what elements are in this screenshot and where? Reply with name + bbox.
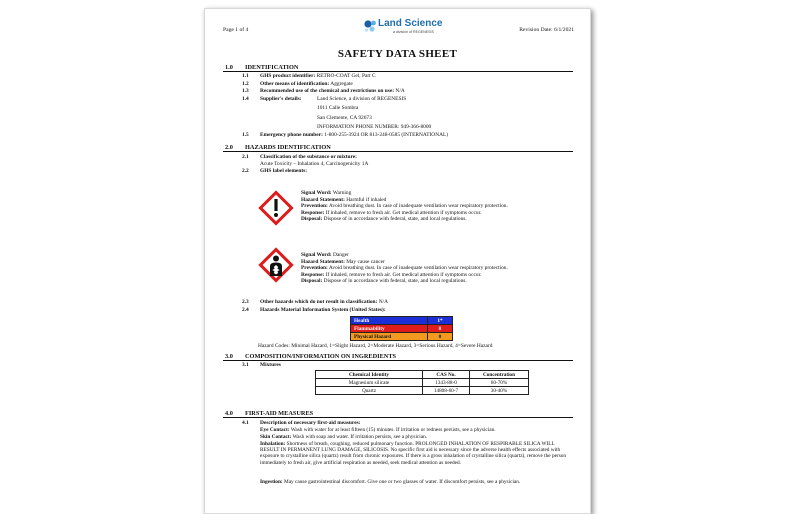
ingestion <box>260 479 572 485</box>
table-cell: 1343-88-0 <box>423 379 470 387</box>
section-1-rule <box>223 71 573 72</box>
table-cell: 14808-60-7 <box>423 387 470 395</box>
label1-signal <box>301 190 351 196</box>
field-label: Prevention: <box>301 203 328 209</box>
item-num: 1.4 <box>242 95 249 102</box>
item-label: Other means of identification: <box>260 80 330 87</box>
label1-disposal <box>301 216 467 222</box>
supplier-line: Land Science, a division of REGENESIS <box>317 95 407 102</box>
section-1-title: IDENTIFICATION <box>245 64 299 71</box>
item-num: 1.3 <box>242 88 249 94</box>
label2-hazard <box>301 259 385 265</box>
page-number: Page 1 of 4 <box>223 27 249 33</box>
label1-response <box>301 210 481 216</box>
table-cell: Quartz <box>316 387 423 395</box>
field-value: Danger <box>332 252 349 258</box>
ingredients-table <box>315 370 529 395</box>
supplier-line: 1011 Calle Sombra <box>317 105 359 111</box>
hmis-row <box>351 325 453 333</box>
item-num: 1.2 <box>242 80 249 87</box>
field-value: If inhaled, remove to fresh air. Get medical attention if symptoms occur. <box>325 209 482 216</box>
hmis-table <box>350 316 453 341</box>
logo-dots-icon <box>363 19 377 33</box>
item-value: 1-800-255-3924 OR 813-248-0585 (INTERNATIONAL) <box>324 132 449 138</box>
other-means-row <box>260 81 353 87</box>
classification-value: Acute Toxicity – Inhalation 4, Carcinogenicity 1A <box>260 161 369 167</box>
section-2-number: 2.0 <box>225 144 233 151</box>
column-header: Concentration <box>470 371 529 379</box>
section-3-number: 3.0 <box>225 353 233 360</box>
hmis-row <box>351 333 453 341</box>
field-label: Disposal: <box>301 216 323 222</box>
item-label: Classification of the substance or mixture: <box>260 154 357 160</box>
field-label: Hazard Statement: <box>301 258 345 265</box>
emergency-phone-row <box>260 132 448 138</box>
section-4-title: FIRST-AID MEASURES <box>245 410 314 417</box>
exclamation-mark-pictogram-icon <box>257 189 295 227</box>
sds-page <box>204 8 591 514</box>
section-3-rule <box>223 360 573 361</box>
section-3-title: COMPOSITION/INFORMATION ON INGREDIENTS <box>245 353 397 360</box>
label1-prevention <box>301 203 508 209</box>
eye-contact <box>260 427 570 433</box>
hmis-value: 1* <box>428 317 453 325</box>
item-label: Hazards Material Information System (United States): <box>260 307 386 313</box>
field-value: Warning <box>332 190 352 196</box>
logo-name: Land Science <box>378 18 443 29</box>
product-identifier-row <box>260 73 376 79</box>
skin-contact <box>260 434 570 440</box>
hmis-row <box>351 317 453 325</box>
item-value: N/A <box>378 299 389 305</box>
field-label: Signal Word: <box>301 190 332 196</box>
item-label: Emergency phone number: <box>260 132 323 138</box>
field-label: Signal Word: <box>301 252 332 258</box>
item-value: Aggregate <box>330 80 353 87</box>
label2-signal <box>301 252 349 258</box>
recommended-use-row <box>260 88 405 94</box>
supplier-line: San Clemente, CA 92673 <box>317 114 372 121</box>
section-1-number: 1.0 <box>225 64 233 71</box>
field-value: Wash with water for at least fifteen (15) minutes. If irritation or redness persists, see a physician. <box>290 427 496 433</box>
table-header-row <box>316 371 529 379</box>
field-label: Response: <box>301 209 325 216</box>
table-cell: 30-40% <box>470 387 529 395</box>
other-hazards-row <box>260 299 388 305</box>
table-row <box>316 387 529 395</box>
document-title: SAFETY DATA SHEET <box>337 48 458 60</box>
item-label: GHS label elements: <box>260 168 308 174</box>
field-label: Skin Contact: <box>260 434 292 440</box>
field-value: Wash with soap and water. If irritation persists, see a physician. <box>292 434 428 440</box>
field-value: Harmful if inhaled <box>346 196 387 203</box>
column-header: Chemical Identity <box>316 371 423 379</box>
label2-prevention <box>301 265 508 271</box>
item-label: Mixtures <box>260 362 281 368</box>
field-value: Shortness of breath, coughing, reduced pulmonary function. PROLONGED INHALATION OF RESPIRABLE SILICA WILL RESULT IN PERMANENT LUNG DAMAGE, SILICOSIS. No specific first aid is necessary since the adverse health effects associated with exposure to crystalline silica (quartz) result from chronic exposures. If there is a gross inhalation of crystalline silica (quartz), remove the person immediately to fresh air, give artificial respiration as needed, seek medical attention as needed. <box>260 441 567 466</box>
item-num: 1.5 <box>242 132 249 138</box>
hmis-value: 0 <box>428 333 453 341</box>
field-label: Eye Contact: <box>260 427 290 433</box>
supplier-label: Supplier's details: <box>260 95 302 102</box>
field-value: May cause gastrointestinal discomfort. Give one or two glasses of water. If discomfort persists, see a physician. <box>284 479 521 485</box>
company-logo <box>363 16 443 42</box>
field-value: Avoid breathing dust. In case of inadequate ventilation wear respiratory protection. <box>328 265 508 271</box>
table-row <box>316 379 529 387</box>
section-2-title: HAZARDS IDENTIFICATION <box>245 144 331 151</box>
field-value: May cause cancer <box>346 258 385 265</box>
inhalation <box>260 441 572 466</box>
hazard-codes: Hazard Codes: Minimal Hazard, 1=Slight Hazard, 2=Moderate Hazard, 3=Serious Hazard, 4=Severe Hazard <box>258 343 493 349</box>
item-label: Other hazards which do not result in classification: <box>260 299 378 305</box>
hmis-label: Flammability <box>351 325 428 333</box>
section-4-number: 4.0 <box>225 410 233 417</box>
item-value: N/A <box>395 88 405 94</box>
supplier-line: INFORMATION PHONE NUMBER: 949-366-8000 <box>317 124 432 130</box>
field-value: Dispose of in accordance with federal, state, and local regulations. <box>323 216 467 222</box>
field-label: Inhalation: <box>260 441 286 447</box>
section-2-rule <box>223 151 573 152</box>
item-num: 2.4 <box>242 307 249 313</box>
field-label: Hazard Statement: <box>301 196 345 203</box>
hmis-value: 0 <box>428 325 453 333</box>
section-4-rule <box>223 417 573 418</box>
table-cell: 60-70% <box>470 379 529 387</box>
field-value: If inhaled, remove to fresh air. Get medical attention if symptoms occur. <box>325 271 482 278</box>
label1-hazard <box>301 197 386 203</box>
item-num: 3.1 <box>242 362 249 368</box>
revision-date: Revision Date: 6/1/2021 <box>519 27 574 33</box>
label2-response <box>301 272 481 278</box>
item-num: 2.3 <box>242 299 249 305</box>
field-value: Avoid breathing dust. In case of inadequate ventilation wear respiratory protection. <box>328 203 508 209</box>
health-hazard-pictogram-icon <box>257 246 295 284</box>
hmis-label: Health <box>351 317 428 325</box>
column-header: CAS No. <box>423 371 470 379</box>
field-label: Ingestion: <box>260 479 283 485</box>
hmis-label: Physical Hazard <box>351 333 428 341</box>
item-label: Recommended use of the chemical and restrictions on use: <box>260 88 395 94</box>
item-num: 2.1 <box>242 154 249 160</box>
logo-subtitle: a division of REGENESIS <box>393 30 434 34</box>
item-num: 4.1 <box>242 420 249 426</box>
table-cell: Magnesium silicate <box>316 379 423 387</box>
item-num: 1.1 <box>242 73 249 79</box>
field-label: Response: <box>301 271 325 278</box>
item-value: RETRO-COAT Gel, Part C <box>316 73 376 79</box>
item-label: Description of necessary first-aid measures: <box>260 420 361 426</box>
item-num: 2.2 <box>242 168 249 174</box>
label2-disposal <box>301 278 467 284</box>
field-label: Disposal: <box>301 278 323 284</box>
field-value: Dispose of in accordance with federal, state, and local regulations. <box>323 278 467 284</box>
field-label: Prevention: <box>301 265 328 271</box>
item-label: GHS product identifier: <box>260 73 316 79</box>
